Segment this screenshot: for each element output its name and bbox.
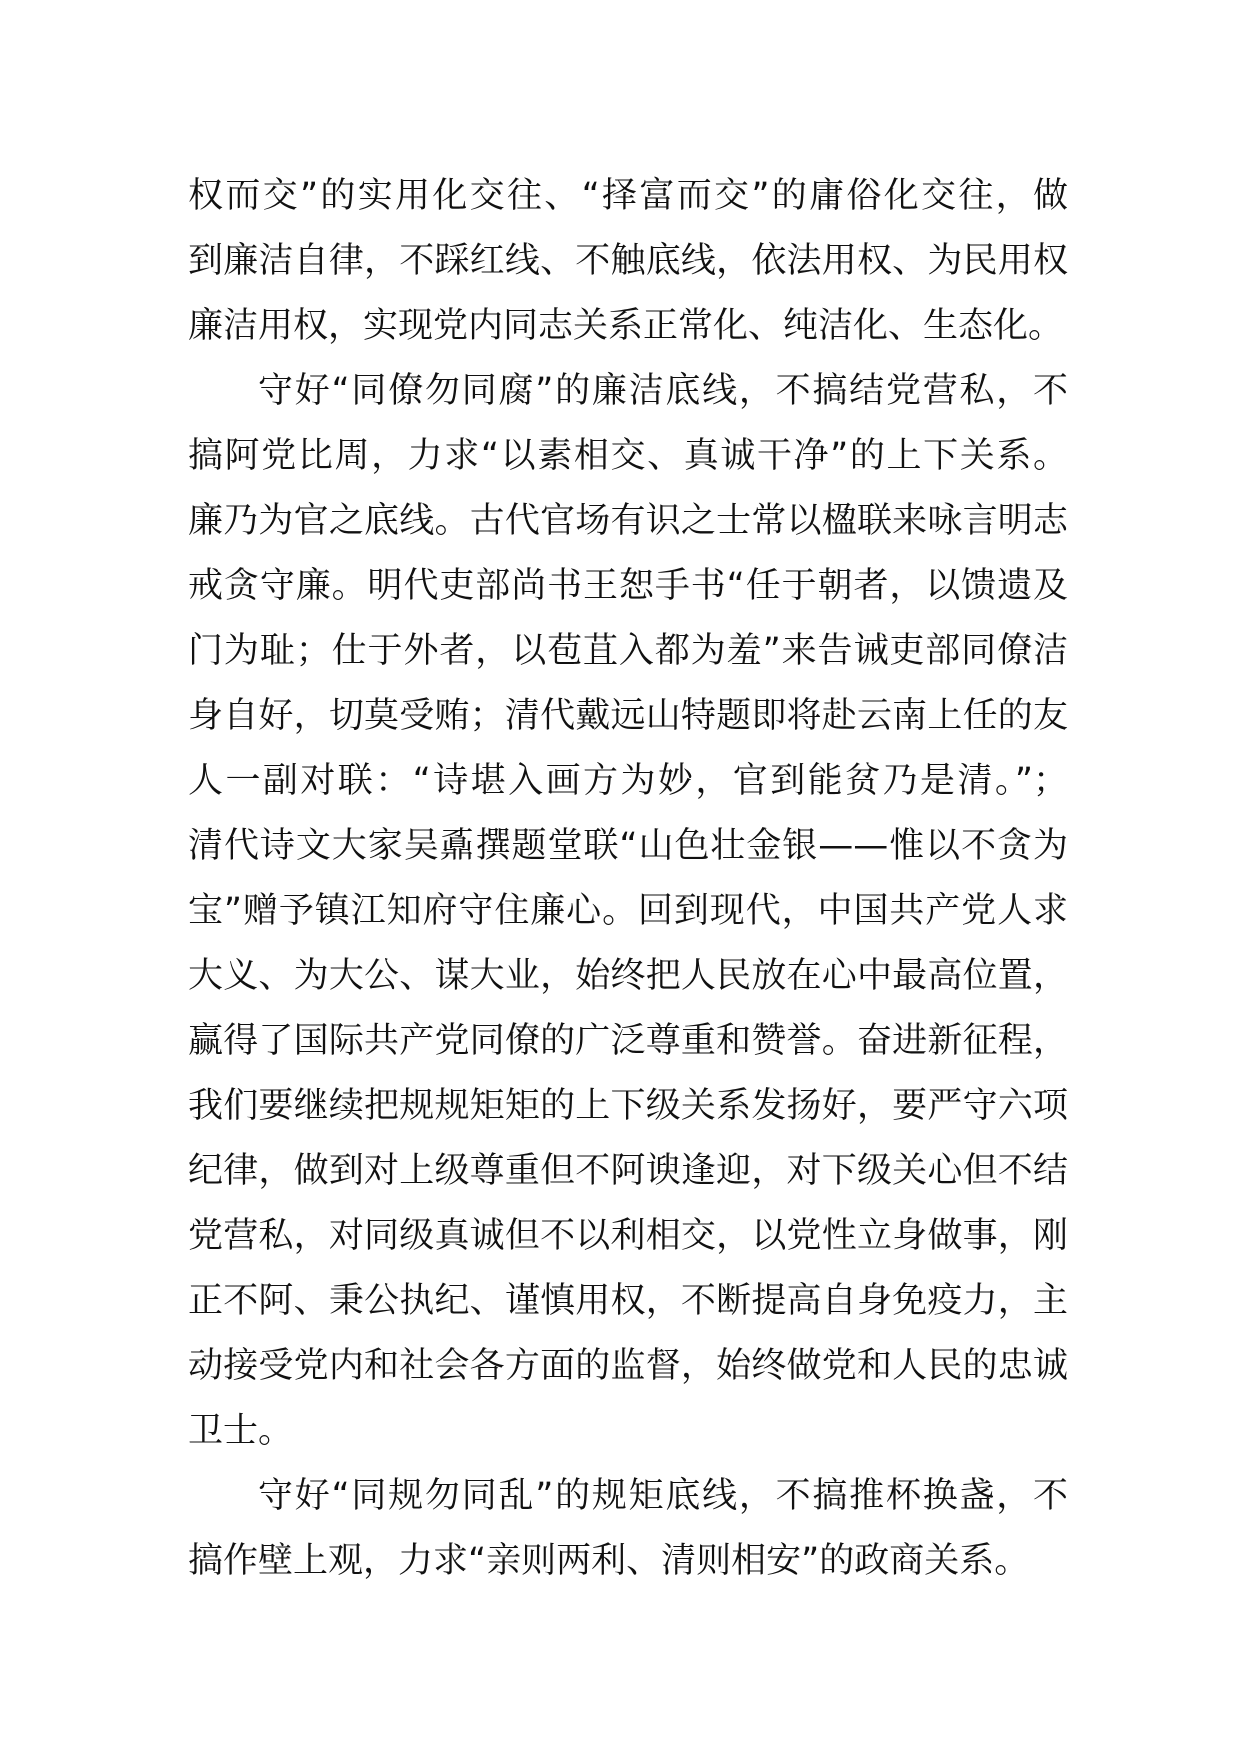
text-line: 守好“同僚勿同腐”的廉洁底线，不搞结党营私，不 [258, 371, 1068, 411]
text-line: 戒贪守廉。明代吏部尚书王恕手书“任于朝者，以馈遗及 [188, 566, 1068, 606]
text-line: 纪律，做到对上级尊重但不阿谀逢迎，对下级关心但不结 [188, 1151, 1068, 1191]
text-line: 权而交”的实用化交往、“择富而交”的庸俗化交往，做 [188, 176, 1068, 216]
text-line: 人一副对联：“诗堪入画方为妙，官到能贫乃是清。”； [188, 761, 1068, 801]
text-line: 搞作壁上观，力求“亲则两利、清则相安”的政商关系。 [188, 1541, 1030, 1581]
text-line: 动接受党内和社会各方面的监督，始终做党和人民的忠诚 [188, 1346, 1068, 1386]
text-line: 大义、为大公、谋大业，始终把人民放在心中最高位置， [188, 956, 1068, 996]
text-line: 党营私，对同级真诚但不以利相交，以党性立身做事，刚 [188, 1216, 1068, 1256]
text-line: 门为耻；仕于外者，以苞苴入都为羞”来告诫吏部同僚洁 [188, 631, 1068, 671]
body-text [188, 164, 1068, 1594]
text-line: 身自好，切莫受贿；清代戴远山特题即将赴云南上任的友 [188, 696, 1068, 736]
paragraph-1 [188, 164, 1068, 359]
text-line: 宝”赠予镇江知府守住廉心。回到现代，中国共产党人求 [188, 891, 1068, 931]
text-line: 正不阿、秉公执纪、谨慎用权，不断提高自身免疫力，主 [188, 1281, 1068, 1321]
text-line: 守好“同规勿同乱”的规矩底线，不搞推杯换盏，不 [258, 1476, 1068, 1516]
text-line: 廉乃为官之底线。古代官场有识之士常以楹联来咏言明志 [188, 501, 1068, 541]
paragraph-2 [188, 359, 1068, 1464]
text-line: 廉洁用权，实现党内同志关系正常化、纯洁化、生态化。 [188, 306, 1064, 346]
text-line: 到廉洁自律，不踩红线、不触底线，依法用权、为民用权 [188, 241, 1068, 281]
text-line: 我们要继续把规规矩矩的上下级关系发扬好，要严守六项 [188, 1086, 1068, 1126]
text-line: 搞阿党比周，力求“以素相交、真诚干净”的上下关系。 [188, 436, 1068, 476]
text-line: 卫士。 [188, 1411, 294, 1451]
paragraph-3 [188, 1464, 1068, 1594]
text-line: 赢得了国际共产党同僚的广泛尊重和赞誉。奋进新征程， [188, 1021, 1068, 1061]
text-line: 清代诗文大家吴鼒撰题堂联“山色壮金银——惟以不贪为 [188, 826, 1068, 866]
